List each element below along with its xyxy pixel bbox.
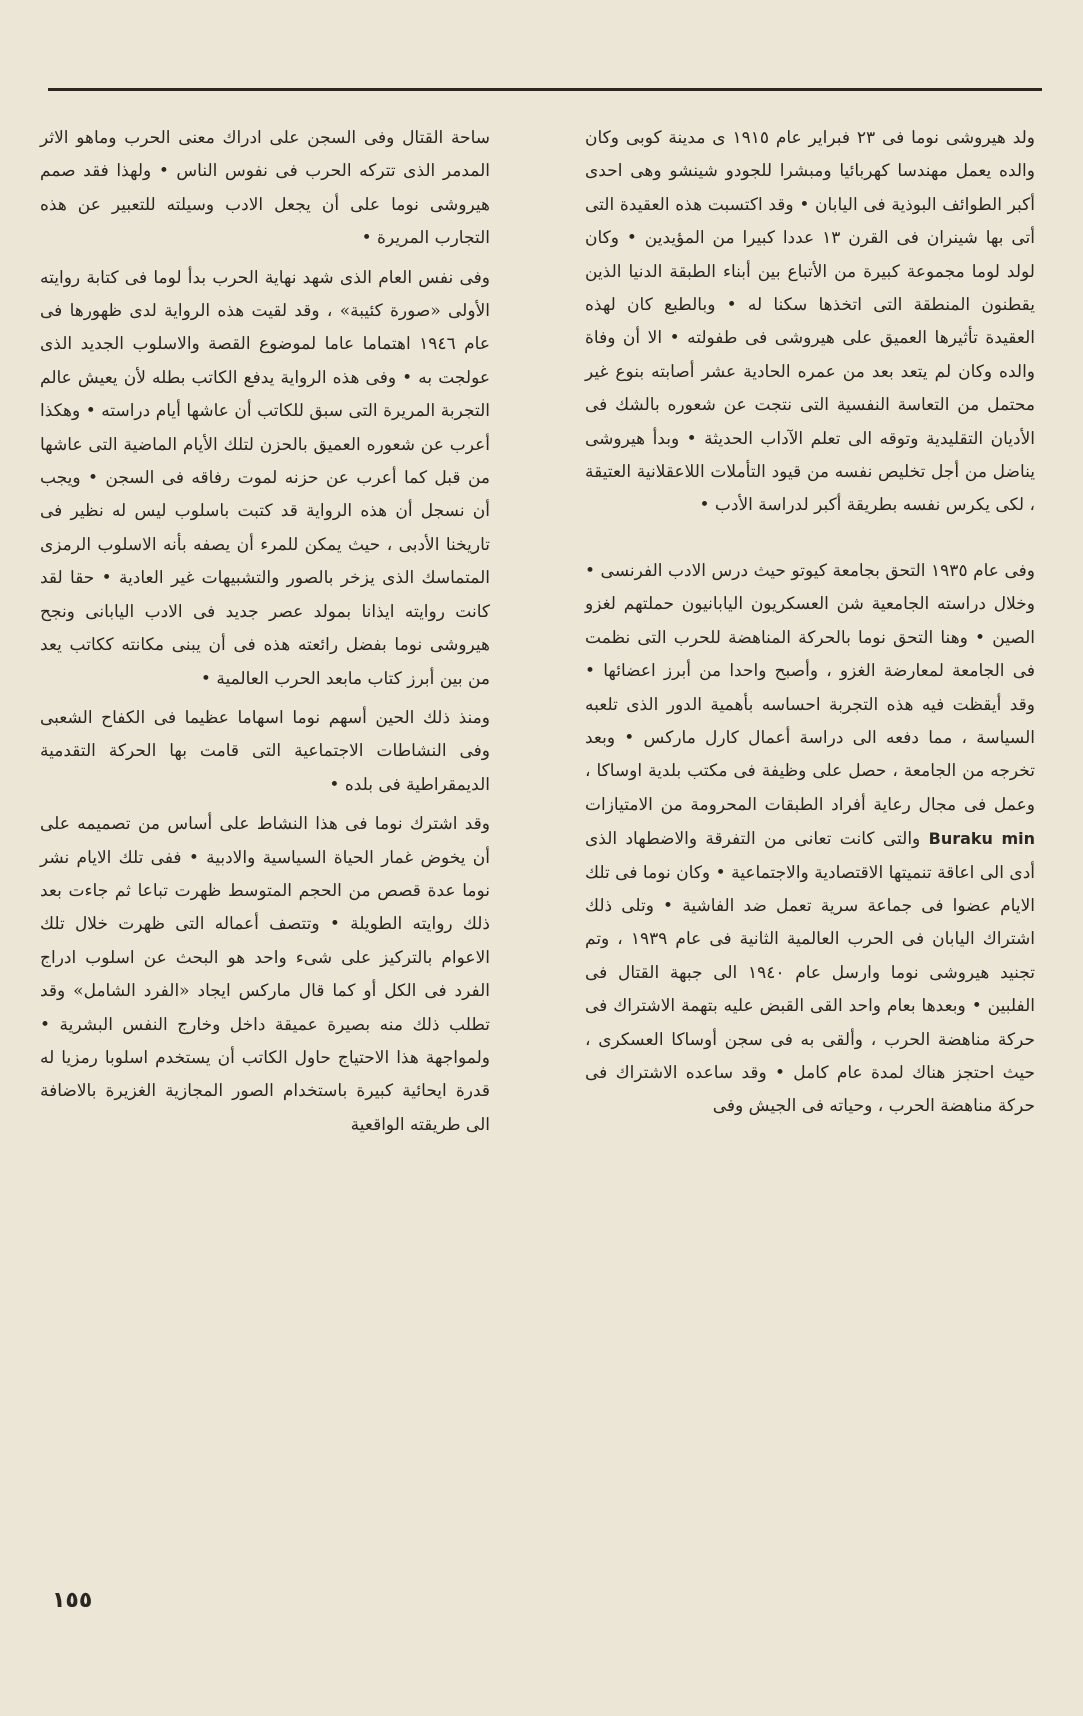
paragraph: ساحة القتال وفى السجن على ادراك معنى الحرب وماهو الاثر المدمر الذى تتركه الحرب فى نفوس الناس • ولهذا فقد صمم هيروشى نوما على أن يجعل الادب وسيلته للتعبير عن هذه التجارب المريرة •	[40, 128, 490, 249]
top-rule	[48, 88, 1042, 91]
latin-term: Buraku min	[928, 829, 1036, 849]
paragraph: ومنذ ذلك الحين أسهم نوما اسهاما عظيما فى الكفاح الشعبى وفى النشاطات الاجتماعية التى قامت بها الحركة التقدمية الديمقراطية فى بلده •	[40, 707, 490, 795]
paragraph: وقد اشترك نوما فى هذا النشاط على أساس من تصميمه على أن يخوض غمار الحياة السياسية والادبية • ففى تلك الايام نشر نوما عدة قصص من الحجم المتوسط ظهرت تباعا ثم جاءت بعد ذلك روايته الطويلة • وتتصف أعماله التى ظهرت خلال تلك الاعوام بالتركيز على شىء واحد هو البحث عن اسلوب ادراج الفرد فى الكل أو كما قال ماركس ايجاد «الفرد الشامل» وقد تطلب ذلك منه بصيرة عميقة داخل وخارج النفس البشرية • ولمواجهة هذا الاحتياج حاول الكاتب أن يستخدم اسلوبا رمزيا له قدرة ايحائية كبيرة باستخدام الصور المجازية الغزيرة بالاضافة الى طريقته الواقعية	[40, 814, 490, 1135]
paragraph-text: والتى كانت تعانى من التفرقة والاضطهاد الذى أدى الى اعاقة تنميتها الاقتصادية والاجتماعية • وكان نوما فى تلك الايام عضوا فى جماعة سرية تعمل ضد الفاشية • وتلى ذلك اشتراك اليابان فى الحرب العالمية الثانية فى عام ١٩٣٩ ، وتم تجنيد هيروشى نوما وارسل عام ١٩٤٠ الى جبهة القتال فى الفلبين • وبعدها بعام واحد القى القبض عليه بتهمة الاشتراك فى حركة مناهضة الحرب ، وألقى به فى سجن أوساكا العسكرى ، حيث احتجز هناك لمدة عام كامل • وقد ساعده الاشتراك فى حركة مناهضة الحرب ، وحياته فى الجيش وفى	[585, 829, 1035, 1117]
page-number: ١٥٥	[52, 1588, 93, 1613]
paragraph: وفى نفس العام الذى شهد نهاية الحرب بدأ لوما فى كتابة روايته الأولى «صورة كئيبة» ، وقد لقيت هذه الرواية لدى ظهورها فى عام ١٩٤٦ اهتماما عاما لموضوع القصة والاسلوب الجديد الذى عولجت به • وفى هذه الرواية يدفع الكاتب بطله لأن يعيش عالم التجربة المريرة التى سبق للكاتب أن عاشها أيام دراسته • وهكذا أعرب عن شعوره العميق بالحزن لتلك الأيام الماضية التى عاشها من قبل كما أعرب عن حزنه لموت رفاقه فى السجن • ويجب أن نسجل أن هذه الرواية قد كتبت باسلوب ليس له نظير فى تاريخنا الأدبى ، حيث يمكن للمرء أن يصفه بأنه الاسلوب الرمزى المتماسك الذى يزخر بالصور والتشبيهات غير العادية • حقا لقد كانت روايته ايذانا بمولد عصر جديد فى الادب اليابانى ونجح هيروشى نوما بفضل رائعته هذه فى أن يبنى مكانته ككاتب يعد من بين أبرز كتاب مابعد الحرب العالمية •	[40, 267, 490, 689]
paragraph-text: وفى عام ١٩٣٥ التحق بجامعة كيوتو حيث درس الادب الفرنسى • وخلال دراسته الجامعية شن العسكريون اليابانيون حملتهم لغزو الصين • وهنا التحق نوما بالحركة المناهضة للحرب التى نظمت فى الجامعة لمعارضة الغزو ، وأصبح واحدا من أبرز اعضائها • وقد أيقظت فيه هذه التجربة احساسه بأهمية الدور الذى تلعبه السياسة ، مما دفعه الى دراسة أعمال كارل ماركس • وبعد تخرجه من الجامعة ، حصل على وظيفة فى مكتب بلدية اوساكا ، وعمل فى مجال رعاية أفراد الطبقات المحرومة من الامتيازات	[585, 560, 1035, 815]
right-column	[585, 122, 1035, 1124]
left-column	[40, 122, 490, 1142]
paragraph: ولد هيروشى نوما فى ٢٣ فبراير عام ١٩١٥ ى مدينة كوبى وكان والده يعمل مهندسا كهربائيا ومبشرا للجودو شينشو وهى احدى أكبر الطوائف البوذية فى اليابان • وقد اكتسبت هذه العقيدة التى أتى بها شينران فى القرن ١٣ عددا كبيرا من المؤيدين • وكان لولد لوما مجموعة كبيرة من الأتباع بين أبناء الطبقة الدنيا الذين يقطنون المنطقة التى اتخذها سكنا له • وبالطبع كان لهذه العقيدة تأثيرها العميق على هيروشى فى طفولته • الا أن وفاة والده وكان لم يتعد بعد من عمره الحادية عشر أصابته بنوع غير محتمل من التعاسة النفسية التى نتجت عن شعوره بالشك فى الأديان التقليدية وتوقه الى تعلم الآداب الحديثة • وبدأ هيروشى يناضل من أجل تخليص نفسه من قيود التأملات اللاعقلانية العتيقة ، لكى يكرس نفسه بطريقة أكبر لدراسة الأدب •	[585, 128, 1036, 516]
paragraph	[585, 555, 1035, 1124]
